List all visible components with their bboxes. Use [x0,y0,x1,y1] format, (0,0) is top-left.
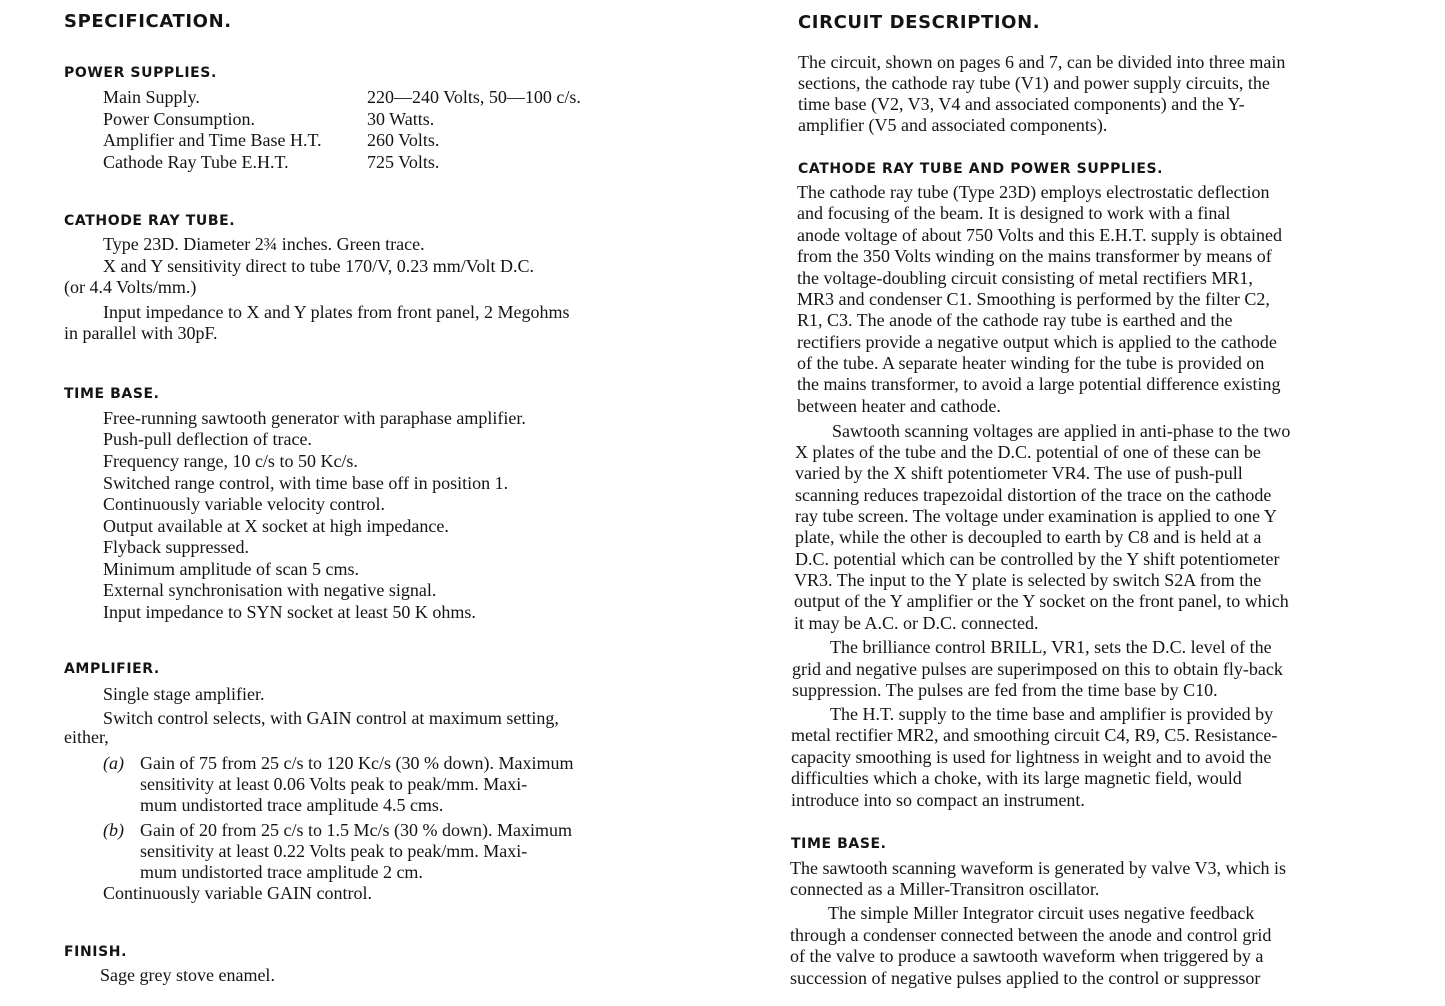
finish-line: Sage grey stove enamel. [100,965,275,985]
time-base-line: Switched range control, with time base off in position 1. [103,473,509,493]
crt-p2-line: D.C. potential which can be controlled by the Y shift potentiometer [795,549,1280,569]
intro-line: time base (V2, V3, V4 and associated components) and the Y- [798,94,1245,114]
crt-p3-line: grid and negative pulses are superimposed on this to obtain fly-back [792,659,1283,679]
crt-p1-line: between heater and cathode. [797,396,1001,416]
time-base-p2-line: of the valve to produce a sawtooth waveform when triggered by a [790,946,1264,966]
amplifier-closing-line: Continuously variable GAIN control. [103,883,372,903]
amplifier-item-b-line: sensitivity at least 0.22 Volts peak to peak/mm. Maxi- [140,841,528,861]
crt-p1-line: and focusing of the beam. It is designed to work with a final [797,203,1231,223]
left-page-specification [0,0,700,1006]
intro-line: sections, the cathode ray tube (V1) and power supply circuits, the [798,73,1270,93]
crt-p1-line: R1, C3. The anode of the cathode ray tube is earthed and the [797,310,1233,330]
time-base-p2-line: succession of negative pulses applied to the control or suppressor [790,968,1261,988]
amplifier-item-b-line: Gain of 20 from 25 c/s to 1.5 Mc/s (30 % down). Maximum [140,820,572,840]
amplifier-item-letter-b: (b) [103,820,124,840]
crt-p1-line: from the 350 Volts winding on the mains transformer by means of [797,246,1272,266]
intro-line: amplifier (V5 and associated components). [798,115,1108,135]
crt-p2-line: X plates of the tube and the D.C. potential of one of these can be [795,442,1261,462]
time-base-line: Output available at X socket at high impedance. [103,516,449,536]
amplifier-heading: AMPLIFIER. [64,661,160,677]
crt-p2-line: it may be A.C. or D.C. connected. [794,613,1039,633]
crt-line: in parallel with 30pF. [64,323,218,343]
spec-value: 30 Watts. [367,108,435,129]
amplifier-line: Switch control selects, with GAIN control at maximum setting, [103,708,559,728]
crt-p1-line: MR3 and condenser C1. Smoothing is performed by the filter C2, [797,289,1270,309]
crt-p4-line: introduce into so compact an instrument. [791,790,1085,810]
finish-heading: FINISH. [64,944,128,960]
crt-p4-line: difficulties which a choke, with its large magnetic field, would [791,768,1242,788]
crt-p3-line: The brilliance control BRILL, VR1, sets the D.C. level of the [830,637,1272,657]
crt-p2-line: output of the Y amplifier or the Y socket on the front panel, to which [794,591,1289,611]
time-base-line: Push-pull deflection of trace. [103,429,312,449]
spec-label: Cathode Ray Tube E.H.T. [103,152,289,173]
crt-line: (or 4.4 Volts/mm.) [64,277,197,297]
time-base-p1-line: connected as a Miller-Transitron oscillator. [790,879,1100,899]
crt-p1-line: of the tube. A separate heater winding for the tube is provided on [797,353,1265,373]
crt-p3-line: suppression. The pulses are fed from the time base by C10. [792,680,1218,700]
intro-line: The circuit, shown on pages 6 and 7, can be divided into three main [798,52,1286,72]
time-base-line: Continuously variable velocity control. [103,494,385,514]
spec-label: Main Supply. [103,87,200,107]
time-base-line: External synchronisation with negative signal. [103,580,437,600]
specification-title: SPECIFICATION. [64,11,232,32]
crt-power-supplies-heading: CATHODE RAY TUBE AND POWER SUPPLIES. [798,161,1164,177]
amplifier-line: Single stage amplifier. [103,684,265,704]
spec-label: Amplifier and Time Base H.T. [103,130,322,151]
crt-p2-line: ray tube screen. The voltage under examination is applied to one Y [795,506,1277,526]
time-base-p2-line: through a condenser connected between the anode and control grid [790,925,1272,945]
time-base-p1-line: The sawtooth scanning waveform is generated by valve V3, which is [790,858,1287,878]
circuit-description-title: CIRCUIT DESCRIPTION. [798,12,1041,33]
crt-line: X and Y sensitivity direct to tube 170/V, 0.23 mm/Volt D.C. [103,256,534,276]
crt-p2-line: plate, while the other is decoupled to earth by C8 and is held at a [795,527,1262,547]
amplifier-item-a-line: Gain of 75 from 25 c/s to 120 Kc/s (30 % down). Maximum [140,753,574,773]
crt-p4-line: metal rectifier MR2, and smoothing circuit C4, R9, C5. Resistance- [791,725,1278,745]
cathode-ray-tube-heading: CATHODE RAY TUBE. [64,213,236,229]
crt-p4-line: The H.T. supply to the time base and amplifier is provided by [830,704,1274,724]
amplifier-item-a-line: mum undistorted trace amplitude 4.5 cms. [140,795,444,815]
crt-line: Type 23D. Diameter 2¾ inches. Green trace. [103,234,425,254]
crt-p1-line: the voltage-doubling circuit consisting of metal rectifiers MR1, [797,268,1253,288]
crt-p2-line: scanning reduces trapezoidal distortion of the trace on the cathode [795,485,1272,505]
power-supplies-heading: POWER SUPPLIES. [64,65,217,81]
crt-p1-line: rectifiers provide a negative output which is applied to the cathode [797,332,1277,352]
crt-line: Input impedance to X and Y plates from front panel, 2 Megohms [103,302,570,322]
crt-p1-line: anode voltage of about 750 Volts and this E.H.T. supply is obtained [797,225,1282,245]
crt-p1-line: The cathode ray tube (Type 23D) employs electrostatic deflection [797,182,1270,202]
time-base-line: Flyback suppressed. [103,537,249,557]
crt-p1-line: the mains transformer, to avoid a large potential difference existing [797,374,1281,394]
spec-value: 260 Volts. [367,130,440,151]
time-base-line: Free-running sawtooth generator with paraphase amplifier. [103,408,526,428]
amplifier-line: either, [64,727,109,747]
spec-value: 220—240 Volts, 50—100 c/s. [367,87,581,107]
time-base-line: Minimum amplitude of scan 5 cms. [103,559,359,579]
time-base-line: Input impedance to SYN socket at least 50 K ohms. [103,602,476,622]
amplifier-item-b-line: mum undistorted trace amplitude 2 cm. [140,862,423,882]
time-base-p2-line: The simple Miller Integrator circuit uses negative feedback [828,903,1255,923]
crt-p2-line: Sawtooth scanning voltages are applied in anti-phase to the two [832,421,1291,441]
circuit-time-base-heading: TIME BASE. [791,836,887,852]
amplifier-item-a-line: sensitivity at least 0.06 Volts peak to peak/mm. Maxi- [140,774,528,794]
crt-p2-line: VR3. The input to the Y plate is selected by switch S2A from the [794,570,1262,590]
amplifier-item-letter-a: (a) [103,753,124,773]
time-base-heading: TIME BASE. [64,386,160,402]
spec-label: Power Consumption. [103,108,256,129]
crt-p4-line: capacity smoothing is used for lightness in weight and to avoid the [791,747,1272,767]
crt-p2-line: varied by the X shift potentiometer VR4. The use of push-pull [795,463,1243,483]
right-page-circuit-description [700,0,1445,1006]
time-base-line: Frequency range, 10 c/s to 50 Kc/s. [103,451,358,471]
spec-value: 725 Volts. [367,152,440,173]
